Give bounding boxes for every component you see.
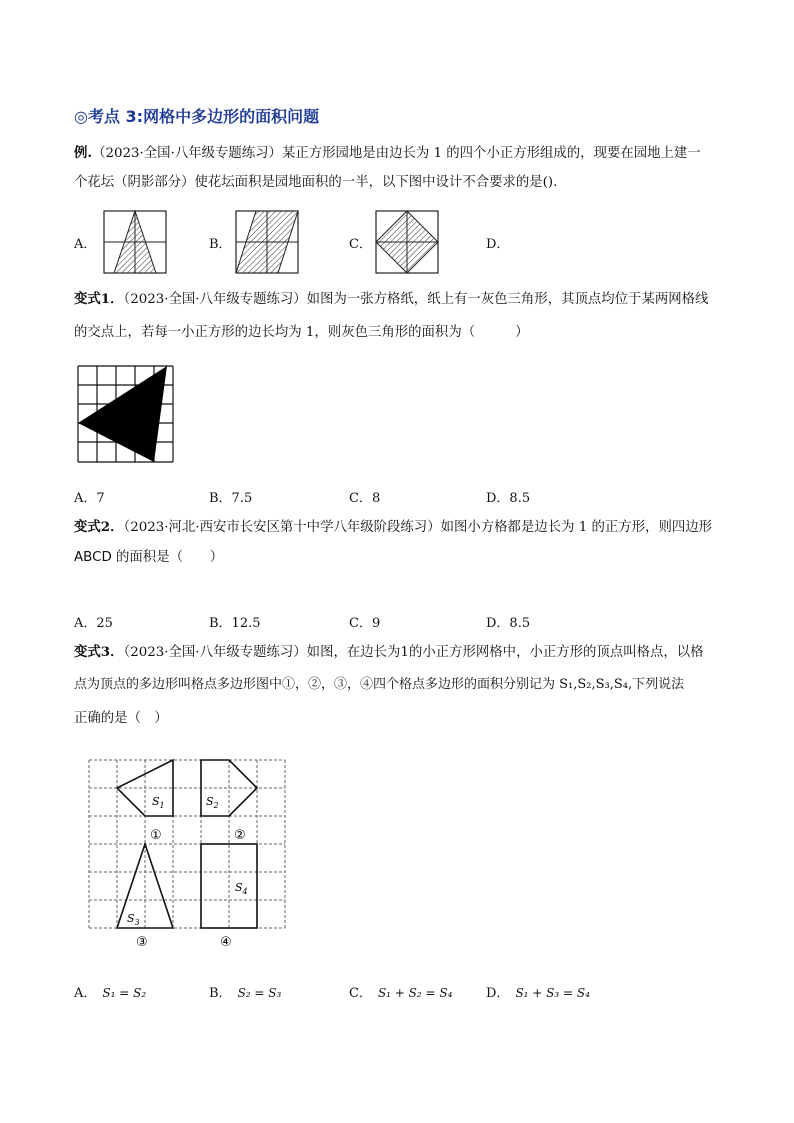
variant1-option-a[interactable]: A．7 bbox=[74, 491, 105, 506]
label-circle-1: ① bbox=[150, 828, 162, 843]
example-line-1: 例.（2023·全国·八年级专题练习）某正方形园地是由边长为 1 的四个小正方形组成的，现要在园地上建一 bbox=[74, 145, 701, 161]
variant2-line-2: ABCD 的面积是（ ） bbox=[74, 550, 224, 565]
example-label: 例. bbox=[74, 145, 93, 161]
variant2-line-1: 变式2．（2023·河北·西安市长安区第十中学八年级阶段练习）如图小方格都是边长为 1 的正方形，则四边形 bbox=[74, 519, 713, 535]
example-option-a[interactable]: A． bbox=[74, 237, 97, 252]
example-line-2: 个花坛（阴影部分）使花坛面积是园地面积的一半，以下图中设计不合要求的是(). bbox=[74, 175, 558, 190]
variant1-label: 变式1． bbox=[74, 291, 124, 307]
variant1-line-1: 变式1．（2023·全国·八年级专题练习）如图为一张方格纸，纸上有一灰色三角形，其顶点均位于某两网格线 bbox=[74, 291, 709, 307]
variant1-line-2: 的交点上，若每一小正方形的边长均为 1，则灰色三角形的面积为（ ） bbox=[74, 325, 529, 340]
variant3-option-b[interactable]: B． S₂ = S₃ bbox=[209, 986, 282, 1001]
example-option-b[interactable]: B． bbox=[209, 237, 232, 252]
label-circle-2: ② bbox=[234, 828, 246, 843]
label-s3: $S_3$ bbox=[127, 912, 140, 927]
variant1-figure bbox=[78, 366, 173, 462]
section-title: ◎考点 3:网格中多边形的面积问题 bbox=[74, 107, 320, 126]
variant3-label: 变式3． bbox=[74, 644, 124, 660]
label-s2: $S_2$ bbox=[206, 795, 219, 810]
variant3-option-c[interactable]: C． S₁ + S₂ = S₄ bbox=[349, 986, 453, 1001]
variant3-line-3: 正确的是（ ） bbox=[74, 711, 168, 726]
variant2-option-b[interactable]: B．12.5 bbox=[209, 616, 261, 631]
variant2-option-c[interactable]: C．9 bbox=[349, 616, 381, 631]
figure-option-b bbox=[236, 211, 298, 273]
variant2-option-d[interactable]: D．8.5 bbox=[486, 616, 531, 631]
label-circle-4: ④ bbox=[220, 935, 232, 950]
label-s4: $S_4$ bbox=[235, 881, 248, 896]
label-circle-3: ③ bbox=[136, 935, 148, 950]
figure-option-a bbox=[104, 211, 166, 273]
variant3-line-2: 点为顶点的多边形叫格点多边形图中①，②，③，④四个格点多边形的面积分别记为 S₁,S₂,S₃,S₄,下列说法 bbox=[74, 677, 685, 692]
figure-option-c bbox=[376, 211, 438, 273]
variant3-option-d[interactable]: D． S₁ + S₃ = S₄ bbox=[486, 986, 590, 1001]
example-option-d[interactable]: D． bbox=[486, 237, 510, 252]
variant3-option-a[interactable]: A． S₁ = S₂ bbox=[74, 986, 147, 1001]
variant2-label: 变式2． bbox=[74, 519, 124, 535]
variant2-option-a[interactable]: A．25 bbox=[74, 616, 113, 631]
example-option-c[interactable]: C． bbox=[349, 237, 372, 252]
variant1-option-d[interactable]: D．8.5 bbox=[486, 491, 531, 506]
variant3-line-1: 变式3．（2023·全国·八年级专题练习）如图，在边长为1的小正方形网格中，小正方形的顶点叫格点，以格 bbox=[74, 644, 704, 660]
variant1-option-c[interactable]: C．8 bbox=[349, 491, 381, 506]
label-s1: $S_1$ bbox=[152, 795, 165, 810]
variant1-option-b[interactable]: B．7.5 bbox=[209, 491, 253, 506]
variant3-figure bbox=[89, 760, 285, 950]
